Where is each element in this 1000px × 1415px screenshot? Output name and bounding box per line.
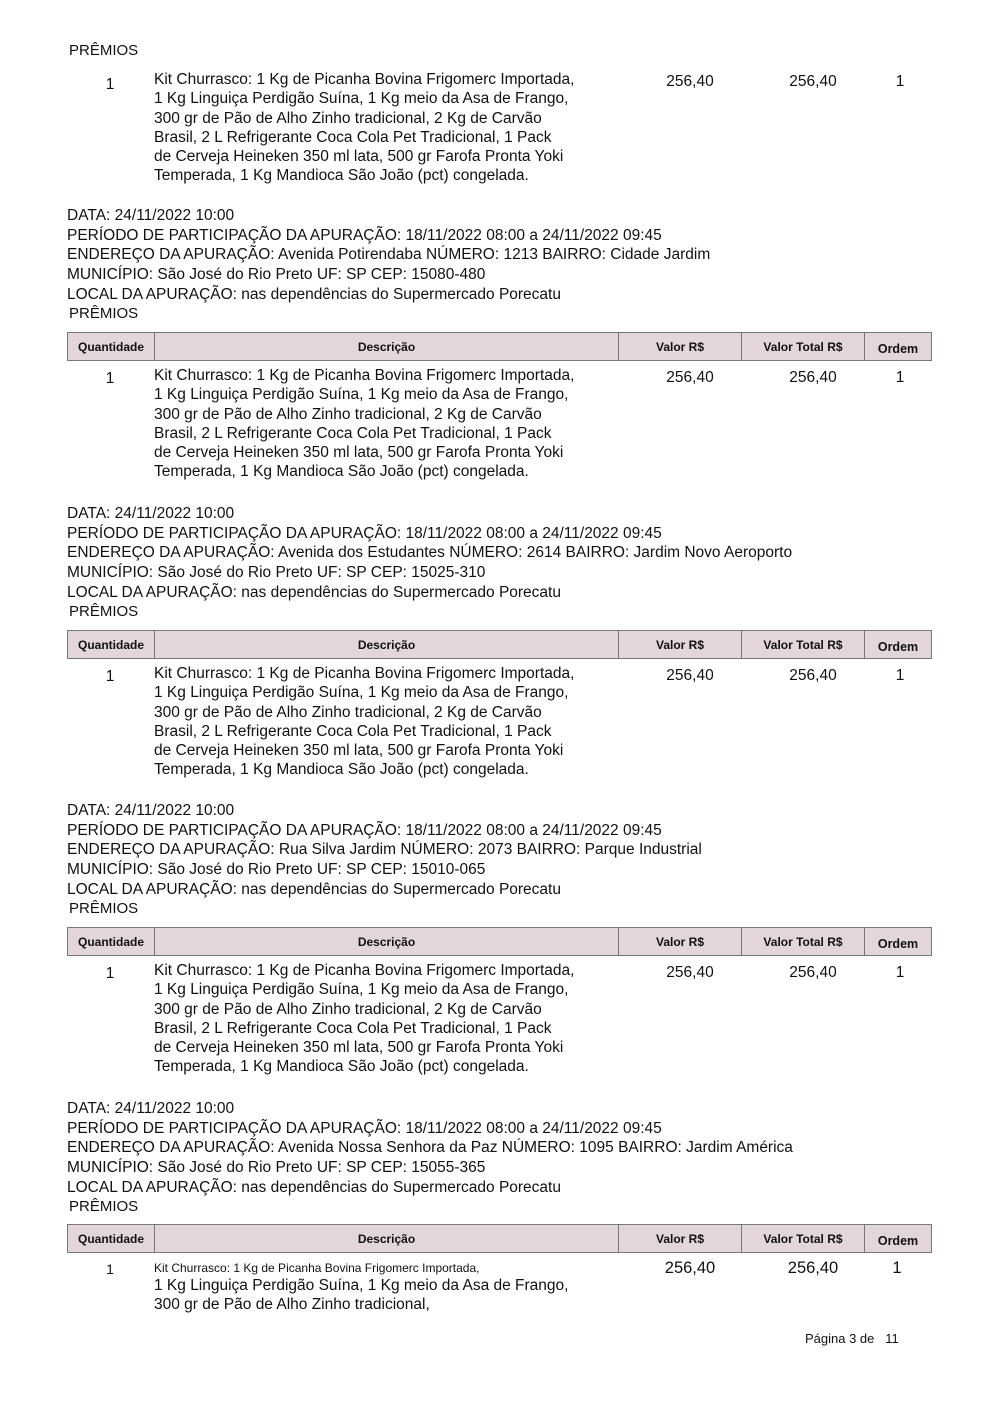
- description-line: 1 Kg Linguiça Perdigão Suína, 1 Kg meio da Asa de Frango,: [154, 981, 569, 999]
- description-line: Kit Churrasco: 1 Kg de Picanha Bovina Frigomerc Importada,: [154, 71, 575, 88]
- description-line: Kit Churrasco: 1 Kg de Picanha Bovina Frigomerc Importada,: [154, 1261, 480, 1275]
- description-line: 1 Kg Linguiça Perdigão Suína, 1 Kg meio da Asa de Frango,: [154, 684, 569, 702]
- header-quantidade: Quantidade: [67, 332, 155, 361]
- description-line: Brasil, 2 L Refrigerante Coca Cola Pet Tradicional, 1 Pack: [154, 424, 552, 442]
- description-line: Temperada, 1 Kg Mandioca São João (pct) congelada.: [154, 463, 529, 481]
- quantity-cell: 1: [105, 965, 115, 982]
- total-value-cell: 256,40: [789, 667, 837, 684]
- premios-label: PRÊMIOS: [69, 305, 139, 322]
- table-header: [67, 927, 933, 956]
- apuracao-period: PERÍODO DE PARTICIPAÇÃO DA APURAÇÃO: 18/11/2022 08:00 a 24/11/2022 09:45: [67, 227, 662, 244]
- order-cell: 1: [895, 964, 905, 981]
- description-line: de Cerveja Heineken 350 ml lata, 500 gr Farofa Pronta Yoki: [154, 742, 564, 760]
- quantity-cell: 1: [105, 76, 115, 93]
- description-line: 1 Kg Linguiça Perdigão Suína, 1 Kg meio da Asa de Frango,: [154, 386, 569, 404]
- table-header: [67, 630, 933, 659]
- table-header: [67, 332, 933, 361]
- header-valor: Valor R$: [618, 1224, 742, 1253]
- description-line: de Cerveja Heineken 350 ml lata, 500 gr Farofa Pronta Yoki: [154, 148, 564, 166]
- description-line: 300 gr de Pão de Alho Zinho tradicional, 2 Kg de Carvão: [154, 109, 542, 127]
- unit-value-cell: 256,40: [666, 667, 714, 684]
- order-cell: 1: [892, 1259, 902, 1277]
- apuracao-date: DATA: 24/11/2022 10:00: [67, 1100, 235, 1117]
- header-descricao: Descrição: [154, 332, 619, 361]
- order-cell: 1: [895, 369, 905, 386]
- unit-value-cell: 256,40: [664, 1259, 716, 1277]
- description-cell: [154, 1260, 624, 1315]
- total-value-cell: 256,40: [789, 73, 837, 90]
- description-line: 300 gr de Pão de Alho Zinho tradicional, 2 Kg de Carvão: [154, 405, 542, 423]
- description-line: Kit Churrasco: 1 Kg de Picanha Bovina Frigomerc Importada,: [154, 665, 575, 682]
- order-cell: 1: [895, 667, 905, 684]
- header-ordem-label: Ordem: [877, 1233, 919, 1248]
- premios-label: PRÊMIOS: [69, 603, 139, 620]
- total-value-cell: 256,40: [789, 964, 837, 981]
- apuracao-date: DATA: 24/11/2022 10:00: [67, 802, 235, 819]
- header-ordem: [864, 927, 932, 956]
- header-ordem: [864, 630, 932, 659]
- total-value-cell: 256,40: [787, 1259, 839, 1277]
- premios-label: PRÊMIOS: [69, 42, 139, 59]
- apuracao-location: LOCAL DA APURAÇÃO: nas dependências do Supermercado Porecatu: [67, 286, 561, 303]
- quantity-cell: 1: [106, 1261, 114, 1277]
- description-cell: [154, 366, 624, 482]
- header-quantidade: Quantidade: [67, 927, 155, 956]
- header-valor: Valor R$: [618, 332, 742, 361]
- header-quantidade: Quantidade: [67, 630, 155, 659]
- apuracao-date: DATA: 24/11/2022 10:00: [67, 505, 235, 522]
- description-line: 1 Kg Linguiça Perdigão Suína, 1 Kg meio da Asa de Frango,: [154, 90, 569, 108]
- header-valor-total: Valor Total R$: [741, 927, 865, 956]
- header-valor: Valor R$: [618, 630, 742, 659]
- total-value-cell: 256,40: [789, 369, 837, 386]
- description-line: Kit Churrasco: 1 Kg de Picanha Bovina Frigomerc Importada,: [154, 367, 575, 384]
- description-line: Temperada, 1 Kg Mandioca São João (pct) congelada.: [154, 761, 529, 779]
- header-ordem-label: Ordem: [877, 936, 919, 951]
- apuracao-period: PERÍODO DE PARTICIPAÇÃO DA APURAÇÃO: 18/11/2022 08:00 a 24/11/2022 09:45: [67, 822, 662, 839]
- description-cell: [154, 70, 624, 186]
- apuracao-address: ENDEREÇO DA APURAÇÃO: Rua Silva Jardim NÚMERO: 2073 BAIRRO: Parque Industrial: [67, 841, 702, 858]
- apuracao-municipality: MUNICÍPIO: São José do Rio Preto UF: SP CEP: 15080-480: [67, 266, 486, 283]
- description-line: 300 gr de Pão de Alho Zinho tradicional, 2 Kg de Carvão: [154, 703, 542, 721]
- apuracao-address: ENDEREÇO DA APURAÇÃO: Avenida Nossa Senhora da Paz NÚMERO: 1095 BAIRRO: Jardim América: [67, 1139, 793, 1156]
- header-valor-total: Valor Total R$: [741, 630, 865, 659]
- premios-label: PRÊMIOS: [69, 900, 139, 917]
- header-ordem-label: Ordem: [877, 341, 919, 356]
- description-line: Temperada, 1 Kg Mandioca São João (pct) congelada.: [154, 1058, 529, 1076]
- order-cell: 1: [895, 73, 905, 90]
- description-line: Brasil, 2 L Refrigerante Coca Cola Pet Tradicional, 1 Pack: [154, 722, 552, 740]
- page-number-text: Página 3 de 11: [805, 1331, 899, 1346]
- apuracao-location: LOCAL DA APURAÇÃO: nas dependências do Supermercado Porecatu: [67, 584, 561, 601]
- header-quantidade: Quantidade: [67, 1224, 155, 1253]
- header-ordem: [864, 332, 932, 361]
- description-line: Kit Churrasco: 1 Kg de Picanha Bovina Frigomerc Importada,: [154, 962, 575, 979]
- header-valor: Valor R$: [618, 927, 742, 956]
- page-number: [805, 1331, 899, 1346]
- premios-label: PRÊMIOS: [69, 1198, 139, 1215]
- description-line: 300 gr de Pão de Alho Zinho tradicional, 2 Kg de Carvão: [154, 1000, 542, 1018]
- apuracao-period: PERÍODO DE PARTICIPAÇÃO DA APURAÇÃO: 18/11/2022 08:00 a 24/11/2022 09:45: [67, 525, 662, 542]
- header-ordem-label: Ordem: [877, 639, 919, 654]
- apuracao-location: LOCAL DA APURAÇÃO: nas dependências do Supermercado Porecatu: [67, 1179, 561, 1196]
- header-descricao: Descrição: [154, 1224, 619, 1253]
- header-valor-total: Valor Total R$: [741, 1224, 865, 1253]
- apuracao-municipality: MUNICÍPIO: São José do Rio Preto UF: SP CEP: 15055-365: [67, 1159, 486, 1176]
- unit-value-cell: 256,40: [666, 73, 714, 90]
- apuracao-location: LOCAL DA APURAÇÃO: nas dependências do Supermercado Porecatu: [67, 881, 561, 898]
- header-descricao: Descrição: [154, 630, 619, 659]
- apuracao-municipality: MUNICÍPIO: São José do Rio Preto UF: SP CEP: 15010-065: [67, 861, 486, 878]
- apuracao-address: ENDEREÇO DA APURAÇÃO: Avenida dos Estudantes NÚMERO: 2614 BAIRRO: Jardim Novo Aeroporto: [67, 544, 793, 561]
- description-line: 300 gr de Pão de Alho Zinho tradicional,: [154, 1296, 430, 1314]
- apuracao-date: DATA: 24/11/2022 10:00: [67, 207, 235, 224]
- header-ordem: [864, 1224, 932, 1253]
- description-line: Brasil, 2 L Refrigerante Coca Cola Pet Tradicional, 1 Pack: [154, 128, 552, 146]
- description-cell: [154, 664, 624, 780]
- apuracao-municipality: MUNICÍPIO: São José do Rio Preto UF: SP CEP: 15025-310: [67, 564, 486, 581]
- quantity-cell: 1: [105, 668, 115, 685]
- description-line: Temperada, 1 Kg Mandioca São João (pct) congelada.: [154, 167, 529, 185]
- unit-value-cell: 256,40: [666, 369, 714, 386]
- description-line: de Cerveja Heineken 350 ml lata, 500 gr Farofa Pronta Yoki: [154, 444, 564, 462]
- quantity-cell: 1: [105, 370, 115, 387]
- description-line: 1 Kg Linguiça Perdigão Suína, 1 Kg meio da Asa de Frango,: [154, 1277, 569, 1294]
- header-valor-total: Valor Total R$: [741, 332, 865, 361]
- description-cell: [154, 961, 624, 1077]
- description-line: de Cerveja Heineken 350 ml lata, 500 gr Farofa Pronta Yoki: [154, 1039, 564, 1057]
- header-descricao: Descrição: [154, 927, 619, 956]
- apuracao-address: ENDEREÇO DA APURAÇÃO: Avenida Potirendaba NÚMERO: 1213 BAIRRO: Cidade Jardim: [67, 246, 711, 263]
- unit-value-cell: 256,40: [666, 964, 714, 981]
- description-line: Brasil, 2 L Refrigerante Coca Cola Pet Tradicional, 1 Pack: [154, 1019, 552, 1037]
- apuracao-period: PERÍODO DE PARTICIPAÇÃO DA APURAÇÃO: 18/11/2022 08:00 a 24/11/2022 09:45: [67, 1120, 662, 1137]
- table-header: [67, 1224, 933, 1253]
